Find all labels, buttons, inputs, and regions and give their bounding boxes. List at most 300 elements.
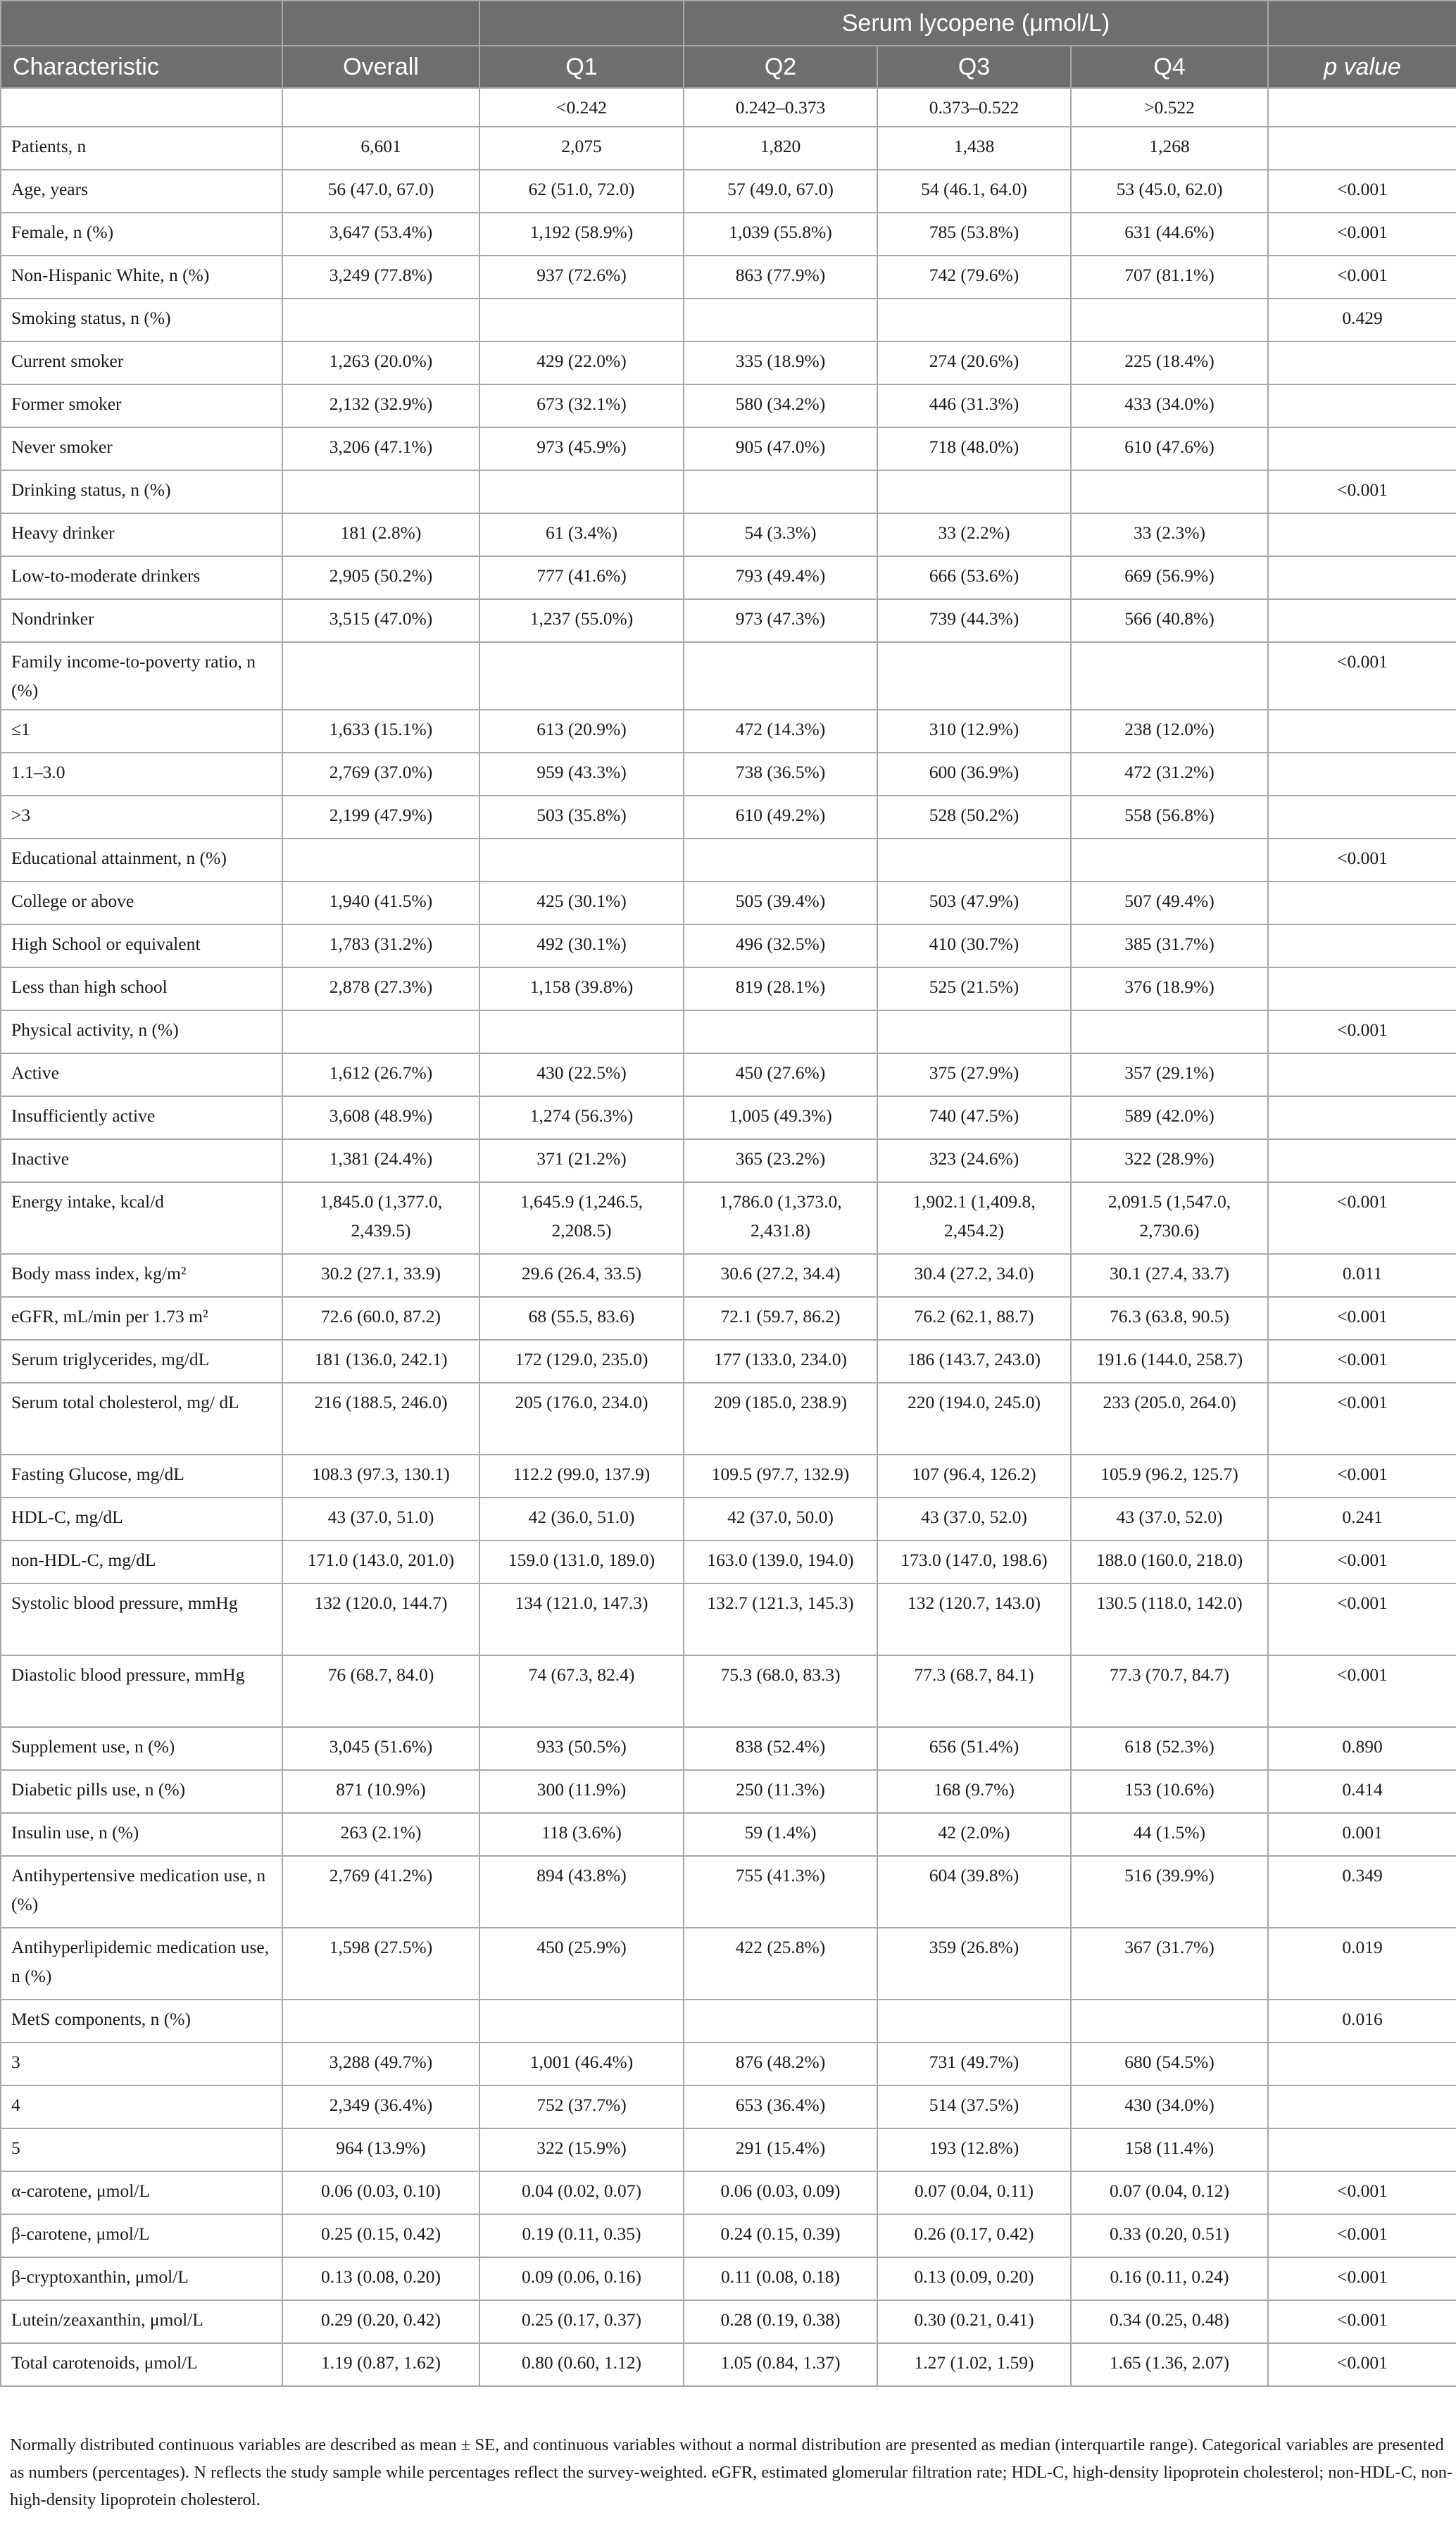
cell-q4: 610 (47.6%) [1071,427,1268,470]
cell-overall: 3,249 (77.8%) [282,256,479,299]
cell-overall: 1,598 (27.5%) [282,1928,479,2000]
cell-q1: 0.04 (0.02, 0.07) [479,2171,684,2214]
table-row [1,513,1456,556]
cell-q3: 0.26 (0.17, 0.42) [877,2214,1071,2257]
table-row [1,2214,1456,2257]
cell-q2: 819 (28.1%) [684,967,877,1010]
cell-p-value [1268,881,1456,924]
cell-q1: 61 (3.4%) [479,513,684,556]
cell-overall: 0.25 (0.15, 0.42) [282,2214,479,2257]
cell-p-value [1268,2128,1456,2171]
cell-q4: 472 (31.2%) [1071,753,1268,796]
table-row [1,1096,1456,1139]
cell-q2: 30.6 (27.2, 34.4) [684,1254,877,1297]
row-label: Active [1,1053,282,1096]
cell-q4 [1071,299,1268,341]
cell-q3: 375 (27.9%) [877,1053,1071,1096]
serum-lycopene-group-header: Serum lycopene (μmol/L) [684,1,1268,46]
cell-overall: 6,601 [282,127,479,170]
cell-q1: 1,158 (39.8%) [479,967,684,1010]
row-label: Fasting Glucose, mg/dL [1,1455,282,1498]
cell-q4: 43 (37.0, 52.0) [1071,1498,1268,1541]
cell-overall: 3,647 (53.4%) [282,213,479,256]
table-row [1,1583,1456,1655]
table-row [1,1813,1456,1856]
cell-q1: 1,001 (46.4%) [479,2043,684,2085]
cell-q1: 973 (45.9%) [479,427,684,470]
table-row [1,1856,1456,1928]
cell-q2: 838 (52.4%) [684,1727,877,1770]
cell-q3: 1,438 [877,127,1071,170]
cell-q1: 937 (72.6%) [479,256,684,299]
cell-q3: 656 (51.4%) [877,1727,1071,1770]
row-label: 5 [1,2128,282,2171]
cell-q3 [877,2000,1071,2043]
cell-q3: 739 (44.3%) [877,599,1071,642]
cell-q3: 718 (48.0%) [877,427,1071,470]
cell-overall: 132 (120.0, 144.7) [282,1583,479,1655]
cell-p-value: <0.001 [1268,1010,1456,1053]
column-header-q3: Q3 [877,46,1071,88]
cell-overall: 1,783 (31.2%) [282,924,479,967]
cell-q2: 365 (23.2%) [684,1139,877,1182]
cell-q2: 793 (49.4%) [684,556,877,599]
cell-p-value: <0.001 [1268,213,1456,256]
cell-q2 [684,2000,877,2043]
cell-q2: 0.06 (0.03, 0.09) [684,2171,877,2214]
cell-q1: 492 (30.1%) [479,924,684,967]
cell-overall: 2,132 (32.9%) [282,384,479,427]
cell-q3: 514 (37.5%) [877,2085,1071,2128]
row-label: Insufficiently active [1,1096,282,1139]
cell-q3 [877,1010,1071,1053]
cell-q4: 433 (34.0%) [1071,384,1268,427]
cell-overall: 871 (10.9%) [282,1770,479,1813]
cell-q4: 1,268 [1071,127,1268,170]
cell-q4: 76.3 (63.8, 90.5) [1071,1297,1268,1340]
cell-q4: 44 (1.5%) [1071,1813,1268,1856]
cell-q2: 0.28 (0.19, 0.38) [684,2300,877,2343]
cell-q4: 0.07 (0.04, 0.12) [1071,2171,1268,2214]
cell-q1 [479,642,684,710]
table-row [1,967,1456,1010]
cell-q3: 168 (9.7%) [877,1770,1071,1813]
table-row [1,556,1456,599]
header-row-columns [1,46,1456,88]
cell-q2: 1,039 (55.8%) [684,213,877,256]
row-label: Antihyperlipidemic medication use, n (%) [1,1928,282,2000]
cell-q1: 430 (22.5%) [479,1053,684,1096]
cell-q1: 933 (50.5%) [479,1727,684,1770]
table-row [1,1383,1456,1455]
cell-q2: 0.24 (0.15, 0.39) [684,2214,877,2257]
cell-q4: 2,091.5 (1,547.0, 2,730.6) [1071,1182,1268,1254]
cell-q2: 876 (48.2%) [684,2043,877,2085]
header-blank-cell [479,1,684,46]
cell-q2 [684,299,877,341]
cell-p-value: <0.001 [1268,1541,1456,1583]
row-label: α-carotene, μmol/L [1,2171,282,2214]
cell-p-value: <0.001 [1268,2300,1456,2343]
cell-q4: 357 (29.1%) [1071,1053,1268,1096]
cell-q4: 130.5 (118.0, 142.0) [1071,1583,1268,1655]
cell-q3 [877,299,1071,341]
cell-q4: 191.6 (144.0, 258.7) [1071,1340,1268,1383]
cell-q3: 666 (53.6%) [877,556,1071,599]
cell-q2: 863 (77.9%) [684,256,877,299]
cell-q3: 193 (12.8%) [877,2128,1071,2171]
cell-q4: 589 (42.0%) [1071,1096,1268,1139]
header-blank-cell [1268,1,1456,46]
cell-q2: 0.11 (0.08, 0.18) [684,2257,877,2300]
table-row [1,1770,1456,1813]
cell-q4 [1071,839,1268,881]
cell-p-value: 0.011 [1268,1254,1456,1297]
table-row [1,599,1456,642]
column-header-overall: Overall [282,46,479,88]
cell-q4: 153 (10.6%) [1071,1770,1268,1813]
row-label: Energy intake, kcal/d [1,1182,282,1254]
cell-q1: 1,274 (56.3%) [479,1096,684,1139]
cell-q3: 54 (46.1, 64.0) [877,170,1071,213]
cell-overall: 72.6 (60.0, 87.2) [282,1297,479,1340]
cell-q1 [479,1010,684,1053]
cell-overall [282,642,479,710]
row-label: Drinking status, n (%) [1,470,282,513]
table-row [1,470,1456,513]
cell-q1: 300 (11.9%) [479,1770,684,1813]
column-header-q4: Q4 [1071,46,1268,88]
table-row [1,1340,1456,1383]
table-row [1,1010,1456,1053]
cell-overall: 2,349 (36.4%) [282,2085,479,2128]
row-label: Non-Hispanic White, n (%) [1,256,282,299]
cell-q1: 74 (67.3, 82.4) [479,1655,684,1727]
row-label: College or above [1,881,282,924]
cell-q3: 731 (49.7%) [877,2043,1071,2085]
cell-overall: 3,515 (47.0%) [282,599,479,642]
cell-q2: 450 (27.6%) [684,1053,877,1096]
row-label: ≤1 [1,710,282,753]
table-row [1,1498,1456,1541]
cell-p-value: 0.414 [1268,1770,1456,1813]
cell-p-value: <0.001 [1268,2343,1456,2386]
cell-overall: 1,263 (20.0%) [282,341,479,384]
row-label: Supplement use, n (%) [1,1727,282,1770]
cell-q2: 1.05 (0.84, 1.37) [684,2343,877,2386]
cell-q1: 68 (55.5, 83.6) [479,1297,684,1340]
cell-p-value [1268,384,1456,427]
row-label: Insulin use, n (%) [1,1813,282,1856]
row-label: Nondrinker [1,599,282,642]
cell-q1: 134 (121.0, 147.3) [479,1583,684,1655]
cell-q1: 42 (36.0, 51.0) [479,1498,684,1541]
table-row [1,2257,1456,2300]
row-label: 4 [1,2085,282,2128]
cell-overall: 0.13 (0.08, 0.20) [282,2257,479,2300]
cell-p-value: 0.890 [1268,1727,1456,1770]
cell-overall: 171.0 (143.0, 201.0) [282,1541,479,1583]
cell-q2: 250 (11.3%) [684,1770,877,1813]
cell-q3: 0.13 (0.09, 0.20) [877,2257,1071,2300]
cell-overall: 0.29 (0.20, 0.42) [282,2300,479,2343]
cell-q2: 54 (3.3%) [684,513,877,556]
cell-q3: 33 (2.2%) [877,513,1071,556]
cell-q3: 0.373–0.522 [877,88,1071,127]
cell-overall: 56 (47.0, 67.0) [282,170,479,213]
row-label: Diabetic pills use, n (%) [1,1770,282,1813]
table-row [1,170,1456,213]
cell-q3: 410 (30.7%) [877,924,1071,967]
cell-overall: 1,381 (24.4%) [282,1139,479,1182]
cell-p-value: 0.016 [1268,2000,1456,2043]
cell-q2: 59 (1.4%) [684,1813,877,1856]
cell-q2 [684,1010,877,1053]
cell-p-value [1268,796,1456,839]
p-letter: p value [1324,53,1401,80]
cell-q1: 429 (22.0%) [479,341,684,384]
table-row [1,427,1456,470]
cell-p-value [1268,924,1456,967]
cell-q4: 33 (2.3%) [1071,513,1268,556]
cell-p-value [1268,341,1456,384]
cell-overall [282,470,479,513]
cell-p-value: <0.001 [1268,1383,1456,1455]
row-label: Former smoker [1,384,282,427]
cell-q4: 558 (56.8%) [1071,796,1268,839]
cell-overall: 1.19 (0.87, 1.62) [282,2343,479,2386]
cell-q4: 631 (44.6%) [1071,213,1268,256]
cell-q2: 132.7 (121.3, 145.3) [684,1583,877,1655]
cell-p-value [1268,1053,1456,1096]
cell-q3: 359 (26.8%) [877,1928,1071,2000]
cell-q1: 450 (25.9%) [479,1928,684,2000]
cell-q1: 29.6 (26.4, 33.5) [479,1254,684,1297]
cell-q2: 1,786.0 (1,373.0, 2,431.8) [684,1182,877,1254]
cell-q4: 158 (11.4%) [1071,2128,1268,2171]
cell-q3: 446 (31.3%) [877,384,1071,427]
cell-q4: 0.34 (0.25, 0.48) [1071,2300,1268,2343]
table-row [1,2300,1456,2343]
cell-q1: 62 (51.0, 72.0) [479,170,684,213]
table-row [1,213,1456,256]
cell-q3: 0.30 (0.21, 0.41) [877,2300,1071,2343]
row-label: Educational attainment, n (%) [1,839,282,881]
row-label: eGFR, mL/min per 1.73 m² [1,1297,282,1340]
cell-q3: 274 (20.6%) [877,341,1071,384]
cell-q2: 610 (49.2%) [684,796,877,839]
cell-p-value: <0.001 [1268,839,1456,881]
row-label: Antihypertensive medication use, n (%) [1,1856,282,1928]
table-row [1,642,1456,710]
cell-q1: <0.242 [479,88,684,127]
cell-p-value: 0.429 [1268,299,1456,341]
cell-q2: 496 (32.5%) [684,924,877,967]
cell-p-value [1268,1139,1456,1182]
table-row [1,2343,1456,2386]
cell-p-value: <0.001 [1268,2171,1456,2214]
cell-q4 [1071,1010,1268,1053]
cell-q4: 385 (31.7%) [1071,924,1268,967]
cell-q3 [877,839,1071,881]
cell-q1: 112.2 (99.0, 137.9) [479,1455,684,1498]
cell-q2: 57 (49.0, 67.0) [684,170,877,213]
cell-q2: 905 (47.0%) [684,427,877,470]
table-row [1,2171,1456,2214]
cell-q3: 77.3 (68.7, 84.1) [877,1655,1071,1727]
cell-overall: 3,288 (49.7%) [282,2043,479,2085]
cell-overall: 181 (136.0, 242.1) [282,1340,479,1383]
table-row [1,881,1456,924]
cell-q3: 1.27 (1.02, 1.59) [877,2343,1071,2386]
row-label: Total carotenoids, μmol/L [1,2343,282,2386]
cell-overall: 3,608 (48.9%) [282,1096,479,1139]
table-row [1,256,1456,299]
cell-q1: 752 (37.7%) [479,2085,684,2128]
table-row [1,796,1456,839]
cell-p-value: <0.001 [1268,256,1456,299]
cell-q4: 233 (205.0, 264.0) [1071,1383,1268,1455]
cell-q4: >0.522 [1071,88,1268,127]
cell-overall [282,88,479,127]
cell-q3: 742 (79.6%) [877,256,1071,299]
cell-q4: 53 (45.0, 62.0) [1071,170,1268,213]
row-label: Family income-to-poverty ratio, n (%) [1,642,282,710]
cell-overall: 0.06 (0.03, 0.10) [282,2171,479,2214]
cell-q3: 76.2 (62.1, 88.7) [877,1297,1071,1340]
cell-q2: 109.5 (97.7, 132.9) [684,1455,877,1498]
cell-q2: 291 (15.4%) [684,2128,877,2171]
cell-p-value: 0.349 [1268,1856,1456,1928]
cell-q2: 163.0 (139.0, 194.0) [684,1541,877,1583]
cell-q3: 1,902.1 (1,409.8, 2,454.2) [877,1182,1071,1254]
cell-q3: 310 (12.9%) [877,710,1071,753]
cell-q4: 618 (52.3%) [1071,1727,1268,1770]
cell-q4 [1071,642,1268,710]
header-blank-cell [1,1,282,46]
cell-q4: 507 (49.4%) [1071,881,1268,924]
column-header-q2: Q2 [684,46,877,88]
cell-q2 [684,839,877,881]
cell-p-value [1268,2085,1456,2128]
cell-q1: 159.0 (131.0, 189.0) [479,1541,684,1583]
row-label: Never smoker [1,427,282,470]
cell-q2: 335 (18.9%) [684,341,877,384]
cell-p-value: <0.001 [1268,170,1456,213]
row-label: 1.1–3.0 [1,753,282,796]
column-header-q1: Q1 [479,46,684,88]
cell-q3: 0.07 (0.04, 0.11) [877,2171,1071,2214]
cell-q1: 673 (32.1%) [479,384,684,427]
table-footnote: Normally distributed continuous variables are described as mean ± SE, and continuous variables without a normal distribution are presented as median (interquartile range). Categorical variables are presented as numbers (percentages). N reflects the study sample while percentages reflect the survey-weighted. eGFR, estimated glomerular filtration rate; HDL-C, high-density lipoprotein cholesterol; non-HDL-C, non-high-density lipoprotein cholesterol. [10,2435,1453,2509]
cell-q4: 0.33 (0.20, 0.51) [1071,2214,1268,2257]
cell-q2: 422 (25.8%) [684,1928,877,2000]
cell-q1: 1,192 (58.9%) [479,213,684,256]
row-label [1,88,282,127]
cell-overall: 2,769 (41.2%) [282,1856,479,1928]
cell-q1: 959 (43.3%) [479,753,684,796]
cell-q2: 209 (185.0, 238.9) [684,1383,877,1455]
table-row [1,1297,1456,1340]
cell-q2 [684,470,877,513]
cell-q3: 173.0 (147.0, 198.6) [877,1541,1071,1583]
cell-q4: 188.0 (160.0, 218.0) [1071,1541,1268,1583]
cell-q2: 973 (47.3%) [684,599,877,642]
table-row [1,839,1456,881]
cell-q3: 186 (143.7, 243.0) [877,1340,1071,1383]
cell-overall [282,2000,479,2043]
cell-q2 [684,642,877,710]
cell-q2: 738 (36.5%) [684,753,877,796]
cell-q3 [877,470,1071,513]
row-label: Physical activity, n (%) [1,1010,282,1053]
row-label: Patients, n [1,127,282,170]
cell-q1: 0.09 (0.06, 0.16) [479,2257,684,2300]
cell-p-value: <0.001 [1268,1340,1456,1383]
cell-q1: 0.25 (0.17, 0.37) [479,2300,684,2343]
cell-q2: 0.242–0.373 [684,88,877,127]
cell-p-value [1268,599,1456,642]
cell-q1: 1,237 (55.0%) [479,599,684,642]
row-label: Low-to-moderate drinkers [1,556,282,599]
cell-q4: 225 (18.4%) [1071,341,1268,384]
cell-p-value [1268,2043,1456,2085]
cell-q4: 322 (28.9%) [1071,1139,1268,1182]
cell-q3: 525 (21.5%) [877,967,1071,1010]
cell-p-value [1268,710,1456,753]
cell-overall [282,299,479,341]
table-row [1,1053,1456,1096]
cell-q1: 205 (176.0, 234.0) [479,1383,684,1455]
cell-overall: 76 (68.7, 84.0) [282,1655,479,1727]
cell-q1: 777 (41.6%) [479,556,684,599]
row-label: Lutein/zeaxanthin, μmol/L [1,2300,282,2343]
cell-q2: 472 (14.3%) [684,710,877,753]
cell-overall: 3,045 (51.6%) [282,1727,479,1770]
row-label: HDL-C, mg/dL [1,1498,282,1541]
row-label: Smoking status, n (%) [1,299,282,341]
row-label: β-cryptoxanthin, μmol/L [1,2257,282,2300]
cell-overall [282,839,479,881]
cell-p-value [1268,513,1456,556]
cell-p-value: <0.001 [1268,470,1456,513]
cell-q4 [1071,470,1268,513]
cell-q1 [479,2000,684,2043]
cell-q4: 566 (40.8%) [1071,599,1268,642]
row-label: Serum total cholesterol, mg/ dL [1,1383,282,1455]
table-row [1,1139,1456,1182]
cell-q4: 105.9 (96.2, 125.7) [1071,1455,1268,1498]
cell-q1: 1,645.9 (1,246.5, 2,208.5) [479,1182,684,1254]
cell-q1 [479,839,684,881]
cell-q1 [479,299,684,341]
row-label: non-HDL-C, mg/dL [1,1541,282,1583]
row-label: MetS components, n (%) [1,2000,282,2043]
cell-q2: 42 (37.0, 50.0) [684,1498,877,1541]
cell-q1: 894 (43.8%) [479,1856,684,1928]
cell-q1: 503 (35.8%) [479,796,684,839]
cell-q2: 177 (133.0, 234.0) [684,1340,877,1383]
table-row [1,2000,1456,2043]
cell-p-value: <0.001 [1268,1297,1456,1340]
table-row [1,1655,1456,1727]
cell-overall: 964 (13.9%) [282,2128,479,2171]
cell-q3 [877,642,1071,710]
cell-p-value: 0.001 [1268,1813,1456,1856]
cell-q4: 430 (34.0%) [1071,2085,1268,2128]
cell-overall: 2,199 (47.9%) [282,796,479,839]
cell-q1 [479,470,684,513]
